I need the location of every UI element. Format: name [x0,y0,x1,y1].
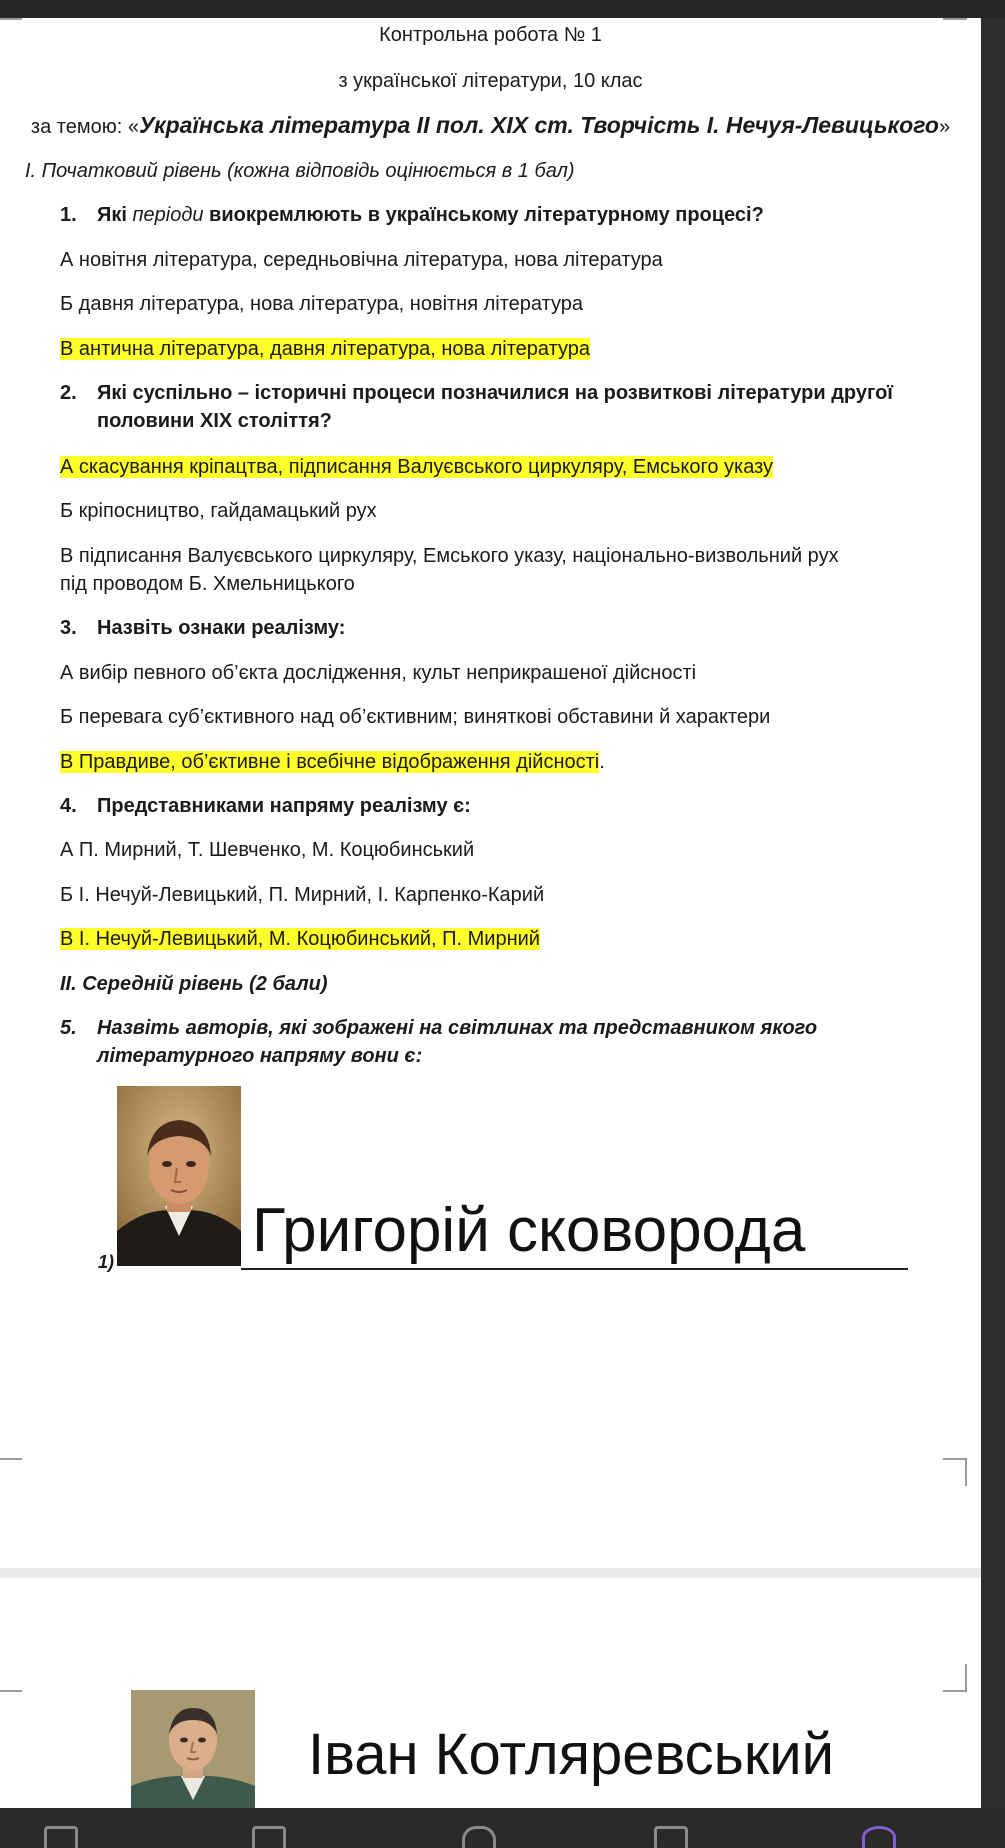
highlighted-answer: В І. Нечуй-Левицький, М. Коцюбинський, П. Мирний [60,928,540,950]
answer-1-number: 1) [98,1252,115,1272]
question-text: Назвіть ознаки реалізму: [97,617,346,639]
question-2-option-c-line-2: під проводом Б. Хмельницького [60,573,355,595]
sparkle-icon[interactable] [862,1826,896,1848]
question-emphasis: періоди [132,204,204,226]
question-3-option-a: А вибір певного об’єкта дослідження, культ неприкрашеної дійсності [60,662,697,684]
question-text: Які суспільно – історичні процеси позначилися на розвиткові літератури другої [97,382,893,404]
document-page-2 [0,1578,981,1808]
question-text: Назвіть авторів, які зображені на світлинах та представником якого [97,1017,818,1039]
cast-icon[interactable] [654,1826,688,1848]
crop-mark-bottom-left [0,1458,22,1486]
question-number: 2. [60,382,77,404]
document-title: Контрольна робота № 1 [379,24,602,46]
grid-icon[interactable] [44,1826,78,1848]
question-2-option-a [60,453,773,481]
question-1-option-c [60,335,590,363]
highlighted-answer: А скасування кріпацтва, підписання Валуєвського циркуляру, Емського указу [60,456,774,478]
theme-suffix: » [938,116,951,138]
question-5-line-1 [60,1014,817,1042]
question-5-line-2: літературного напряму вони є: [97,1045,423,1067]
question-text: Представниками напряму реалізму є: [97,795,471,817]
question-number: 5. [60,1017,77,1039]
bottom-toolbar [0,1808,1005,1841]
document-page-1 [0,18,981,1568]
question-2-option-b: Б кріпосництво, гайдамацький рух [60,500,377,522]
page-separator [0,1568,981,1578]
theme-text: Українська література ІІ пол. ХІХ ст. Творчість І. Нечуя-Левицького [138,112,939,138]
document-subject: з української літератури, 10 клас [338,70,643,92]
section-2-title: ІІ. Середній рівень (2 бали) [60,973,328,995]
portrait-skovoroda [117,1086,241,1266]
question-2-line-1 [60,379,893,407]
portrait-kotliarevsky [131,1690,255,1808]
crop-mark-top-left [0,18,22,20]
question-1-option-a: А новітня література, середньовічна література, нова література [60,249,663,271]
question-1-option-b: Б давня література, нова література, новітня література [60,293,583,315]
answer-2-text: Іван Котляревський [308,1722,835,1787]
question-1 [60,201,764,229]
question-4-option-a: А П. Мирний, Т. Шевченко, М. Коцюбинський [60,839,475,861]
question-number: 3. [60,617,77,639]
question-3-option-b: Б перевага суб’єктивного над об’єктивним; виняткові обставини й характери [60,706,771,728]
highlighted-answer: В Правдиве, об’єктивне і всебічне відображення дійсності [60,751,600,773]
theme-prefix: за темою: « [30,116,139,138]
question-text: Які [97,204,133,226]
question-number: 4. [60,795,77,817]
question-text: виокремлюють в українському літературному процесі? [203,204,764,226]
document-theme [0,111,981,141]
top-status-bar [0,0,1005,18]
question-4-option-b: Б І. Нечуй-Левицький, П. Мирний, І. Карпенко-Карий [60,884,545,906]
highlighted-answer: В антична література, давня література, нова література [60,338,591,360]
question-3 [60,614,345,642]
crop-mark-top-left [0,1664,22,1692]
answer-1-text: Григорій сковорода [252,1196,806,1265]
question-4-option-c [60,925,540,953]
scrollbar-track[interactable] [981,18,1005,1808]
crop-mark-top-right [943,18,967,20]
crop-mark-top-right [943,1664,967,1692]
question-4 [60,792,471,820]
trailing-period: . [599,751,605,773]
question-number: 1. [60,204,77,226]
question-3-option-c [60,748,605,776]
fullscreen-icon[interactable] [252,1826,286,1848]
portrait-kotliarevsky-image [131,1690,255,1808]
answer-1-underline [241,1268,908,1270]
question-2-option-c-line-1: В підписання Валуєвського циркуляру, Емського указу, національно-визвольний рух [60,545,839,567]
question-2-line-2: половини ХІХ століття? [97,410,332,432]
portrait-skovoroda-image [117,1086,241,1266]
share-icon[interactable] [462,1826,496,1848]
crop-mark-bottom-right [943,1458,967,1486]
section-1-title: І. Початковий рівень (кожна відповідь оцінюється в 1 бал) [25,160,575,182]
